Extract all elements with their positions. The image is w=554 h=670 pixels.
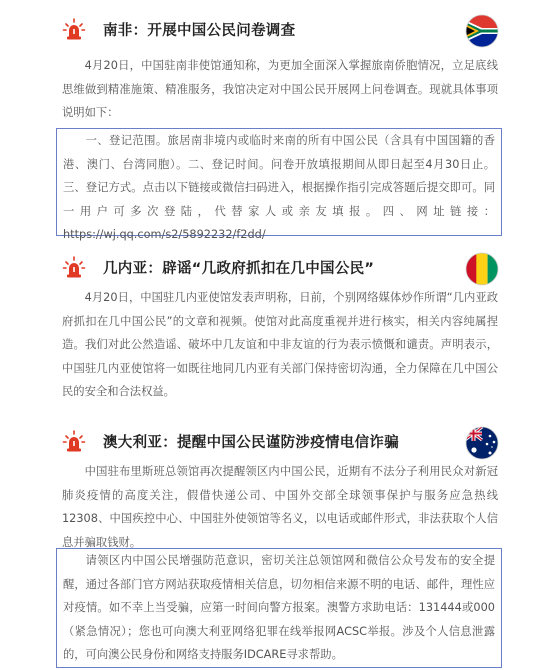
australia-flag-icon <box>465 426 499 460</box>
section-paragraph: 4月20日，中国驻南非使馆通知称，为更加全面深入掌握旅南侨胞情况，立足底线思维做到精准施策、精准服务，我馆决定对中国公民开展网上问卷调查。现就具体事项说明如下： <box>62 59 498 119</box>
section-paragraph: 4月20日，中国驻几内亚使馆发表声明称，日前，个别网络媒体炒作所谓“几内亚政府抓扣在几中国公民”的文章和视频。使馆对此高度重视并进行核实，相关内容纯属捏造。我们对此公然造谣、破坏中几友谊和中非友谊的行为表示愤慨和谴责。声明表示，中国驻几内亚使馆将一如既往地同几内亚有关部门保持密切沟通，全力保障在几中国公民的安全和合法权益。 <box>62 291 498 398</box>
section-title: 澳大利亚：提醒中国公民谨防涉疫情电信诈骗 <box>103 435 399 451</box>
section-header <box>0 246 554 290</box>
alarm-siren-icon <box>62 430 86 452</box>
guinea-flag-icon <box>465 252 499 286</box>
boxed-paragraph: 请领区内中国公民增强防范意识，密切关注总领馆网和微信公众号发布的安全提醒，通过各部门官方网站获取疫情相关信息，切勿相信来源不明的电话、邮件，理性应对疫情。如不幸上当受骗，应第一时间向警方报案。澳警方求助电话：131444或000（紧急情况）；您也可向澳大利亚网络犯罪在线举报网ACSC举报。涉及个人信息泄露的，可向澳公民身份和网络支持服务IDCARE寻求帮助。 <box>56 548 502 668</box>
news-section-south-africa <box>0 8 554 241</box>
section-header <box>0 420 554 464</box>
section-header <box>0 8 554 52</box>
alarm-siren-icon <box>62 256 86 278</box>
boxed-paragraph: 一、登记范围。旅居南非境内或临时来南的所有中国公民（含具有中国国籍的香港、澳门、台湾同胞）。二、登记时间。问卷开放填报期间从即日起至4月30日止。三、登记方式。点击以下链接或微信扫码进入，根据操作指引完成答题后提交即可。同一用户可多次登陆，代替家人或亲友填报。四、网址链接：https://wj.qq.com/s2/5892232/f2dd/ <box>56 128 502 236</box>
section-title: 南非：开展中国公民问卷调查 <box>103 23 296 39</box>
section-paragraph: 中国驻布里斯班总领馆再次提醒领区内中国公民，近期有不法分子利用民众对新冠肺炎疫情的高度关注，假借快递公司、中国外交部全球领事保护与服务应急热线12308、中国疾控中心、中国驻外使领馆等名义，以电话或邮件形式，非法获取个人信息并骗取钱财。 <box>62 465 498 549</box>
news-section-guinea <box>0 246 554 398</box>
section-title: 几内亚：辟谣“几政府抓扣在几中国公民” <box>103 261 375 277</box>
news-section-australia <box>0 420 554 661</box>
south-africa-flag-icon <box>465 14 499 48</box>
alarm-siren-icon <box>62 18 86 40</box>
